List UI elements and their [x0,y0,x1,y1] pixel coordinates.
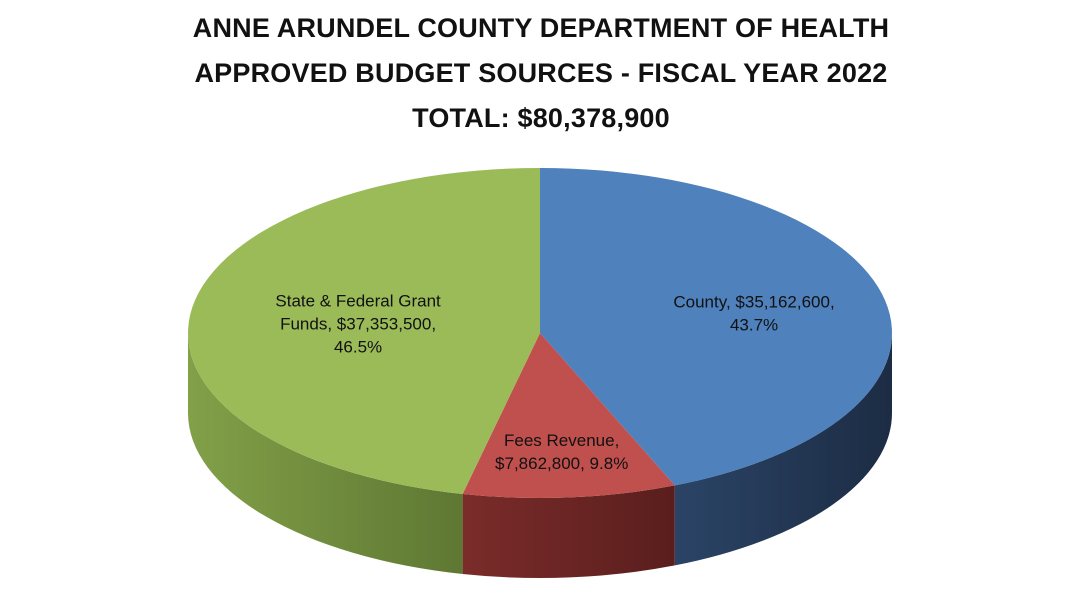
title-line-2: APPROVED BUDGET SOURCES - FISCAL YEAR 2022 [194,58,888,88]
data-label-line: $7,862,800, 9.8% [495,453,629,473]
data-label-line: 43.7% [729,315,779,335]
data-label-line: 46.5% [333,337,383,357]
data-label-line: Fees Revenue, [504,430,620,450]
data-label-line: Funds, $37,353,500, [280,314,437,334]
slice-side-fees-revenue [463,485,675,578]
title-line-3: TOTAL: $80,378,900 [412,103,670,133]
data-label-line: County, $35,162,600, [673,292,835,312]
title-line-1: ANNE ARUNDEL COUNTY DEPARTMENT OF HEALTH [192,13,890,43]
data-label-line: State & Federal Grant [275,291,441,311]
